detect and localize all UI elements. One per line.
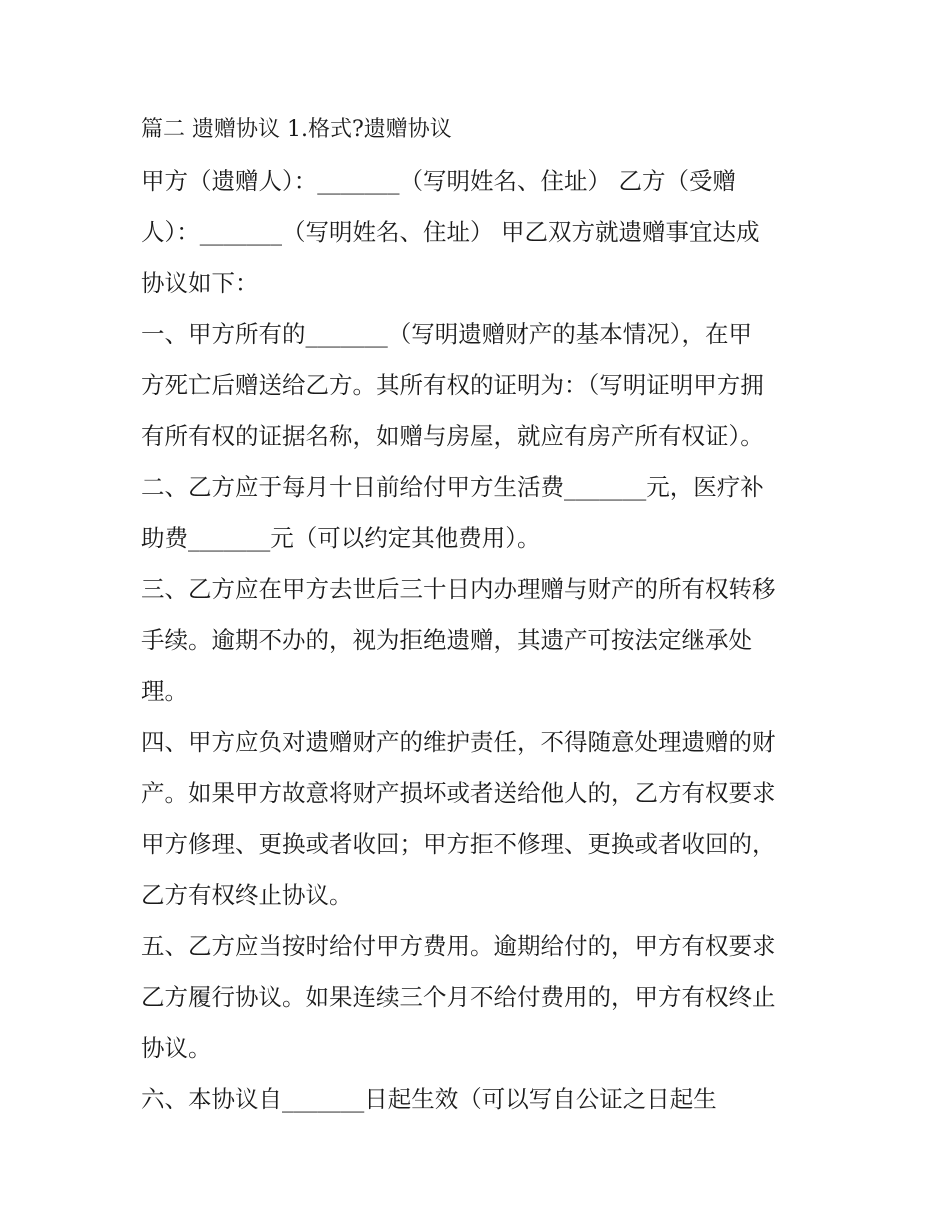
text-line: 产。如果甲方故意将财产损坏或者送给他人的，乙方有权要求 [141, 779, 776, 807]
text-line: 方死亡后赠送给乙方。其所有权的证明为：（写明证明甲方拥 [141, 371, 764, 399]
text-line: 甲方修理、更换或者收回；甲方拒不修理、更换或者收回的， [141, 830, 776, 858]
text-line: 协议。 [141, 1034, 212, 1062]
text-line: 人）：_______（写明姓名、住址） 甲乙双方就遗赠事宜达成 [141, 218, 760, 246]
text-line: 五、乙方应当按时给付甲方费用。逾期给付的，甲方有权要求 [141, 932, 776, 960]
text-line: 四、甲方应负对遗赠财产的维护责任，不得随意处理遗赠的财 [141, 728, 776, 756]
text-line: 甲方（遗赠人）：_______（写明姓名、住址） 乙方（受赠 [141, 167, 736, 195]
text-line: 助费_______元（可以约定其他费用）。 [141, 524, 541, 552]
text-line: 二、乙方应于每月十日前给付甲方生活费_______元，医疗补 [141, 473, 764, 501]
text-line: 乙方履行协议。如果连续三个月不给付费用的，甲方有权终止 [141, 983, 776, 1011]
text-line: 六、本协议自_______日起生效（可以写自公证之日起生 [141, 1085, 717, 1113]
text-line: 协议如下： [141, 269, 259, 297]
text-line: 一、甲方所有的_______（写明遗赠财产的基本情况），在甲 [141, 320, 752, 348]
text-line: 乙方有权终止协议。 [141, 881, 353, 909]
text-line: 有所有权的证据名称，如赠与房屋，就应有房产所有权证）。 [141, 422, 764, 450]
text-line: 理。 [141, 677, 188, 705]
document-body [141, 110, 821, 1130]
document-title: 篇二 遗赠协议 1.格式?遗赠协议 [141, 117, 452, 142]
text-line: 三、乙方应在甲方去世后三十日内办理赠与财产的所有权转移 [141, 575, 776, 603]
text-line: 手续。逾期不办的，视为拒绝遗赠，其遗产可按法定继承处 [141, 626, 752, 654]
